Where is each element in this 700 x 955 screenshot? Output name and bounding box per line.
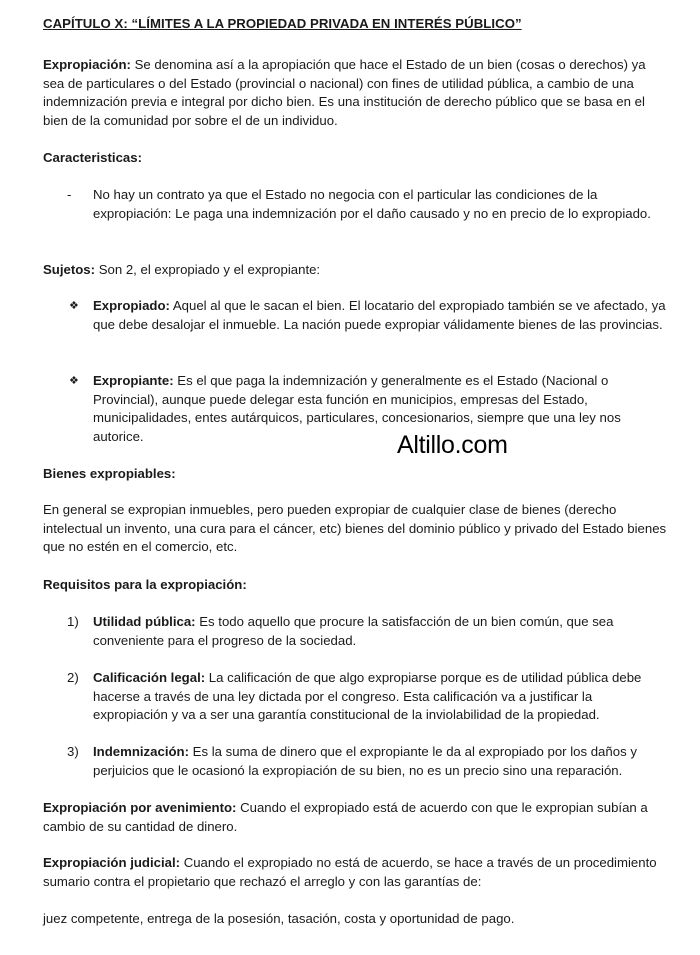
garantias-paragraph: juez competente, entrega de la posesión, tasación, costa y oportunidad de pago. (43, 911, 515, 926)
avenimiento-paragraph (43, 799, 668, 836)
expropiado-term: Expropiado: (93, 298, 170, 313)
sujeto-item-expropiante (43, 372, 668, 446)
altillo-watermark: Altillo.com (397, 431, 508, 459)
requisito-item-indemnizacion (43, 743, 668, 780)
list-number: 2) (67, 670, 79, 685)
caracteristicas-heading: Caracteristicas: (43, 150, 142, 165)
judicial-text: Cuando el expropiado no está de acuerdo, se hace a través de un procedimiento sumario contra el propietario que rechazó el arreglo y con las garantías de: (43, 855, 657, 889)
dash-bullet-icon: - (67, 187, 72, 202)
indemnizacion-term: Indemnización: (93, 744, 189, 759)
list-number: 3) (67, 744, 79, 759)
avenimiento-term: Expropiación por avenimiento: (43, 800, 237, 815)
sujeto-item-expropiado (43, 297, 668, 334)
requisitos-heading: Requisitos para la expropiación: (43, 577, 247, 592)
indemnizacion-text: Es la suma de dinero que el expropiante le da al expropiado por los daños y perjuicios que le ocasionó la expropiación de su bien, no es un precio sino una reparación. (93, 744, 637, 778)
calificacion-term: Calificación legal: (93, 670, 206, 685)
sujetos-paragraph (43, 261, 668, 280)
chapter-title: CAPÍTULO X: “LÍMITES A LA PROPIEDAD PRIVADA EN INTERÉS PÚBLICO” (43, 16, 522, 31)
utilidad-term: Utilidad pública: (93, 614, 196, 629)
list-number: 1) (67, 614, 79, 629)
calificacion-text: La calificación de que algo expropiarse porque es de utilidad pública debe hacerse a través de una ley dictada por el congreso. Esta calificación va a justificar la expropiación y va a ser una garantía constitucional de la inviolabilidad de la propiedad. (93, 670, 642, 723)
sujetos-term: Sujetos: (43, 262, 96, 277)
requisito-item-calificacion (43, 669, 668, 725)
sujetos-text: Son 2, el expropiado y el expropiante: (95, 262, 321, 277)
expropiante-term: Expropiante: (93, 373, 174, 388)
requisito-item-utilidad (43, 613, 668, 650)
expropiacion-term: Expropiación: (43, 57, 131, 72)
caracteristicas-item-text: No hay un contrato ya que el Estado no negocia con el particular las condiciones de la expropiación: Le paga una indemnización por el daño causado y no en precio de lo expropiado. (93, 187, 651, 221)
expropiado-text: Aquel al que le sacan el bien. El locatario del expropiado también se ve afectado, ya que debe desalojar el inmueble. La nación puede expropiar válidamente bienes de las provincias. (93, 298, 666, 332)
bienes-heading: Bienes expropiables: (43, 466, 176, 481)
expropiacion-text: Se denomina así a la apropiación que hace el Estado de un bien (cosas o derechos) ya sea de particulares o del Estado (provincial o nacional) con fines de utilidad pública, a cambio de una indemnización previa e integral por dicho bien. Es una institución de derecho público que se basa en el bien de la comunidad por sobre el de un individuo. (43, 57, 646, 128)
diamond-bullet-icon: ❖ (69, 300, 79, 312)
avenimiento-text: Cuando el expropiado está de acuerdo con que le expropian subían a cambio de su cantidad de dinero. (43, 800, 648, 834)
judicial-term: Expropiación judicial: (43, 855, 181, 870)
expropiacion-definition (43, 56, 668, 130)
diamond-bullet-icon: ❖ (69, 375, 79, 387)
utilidad-text: Es todo aquello que procure la satisfacción de un bien común, que sea conveniente para el progreso de la sociedad. (93, 614, 614, 648)
bienes-paragraph: En general se expropian inmuebles, pero pueden expropiar de cualquier clase de bienes (derecho intelectual un invento, una cura para el cáncer, etc) bienes del dominio público y privado del Estado bienes que no estén en el comercio, etc. (43, 502, 667, 555)
caracteristicas-item (43, 186, 668, 223)
expropiante-text: Es el que paga la indemnización y generalmente es el Estado (Nacional o Provincial), aunque puede delegar esta función en municipios, empresas del Estado, municipalidades, entes autárquicos, particulares, concesionarios, siempre que una ley nos autorice. (93, 373, 621, 444)
judicial-paragraph (43, 854, 668, 891)
